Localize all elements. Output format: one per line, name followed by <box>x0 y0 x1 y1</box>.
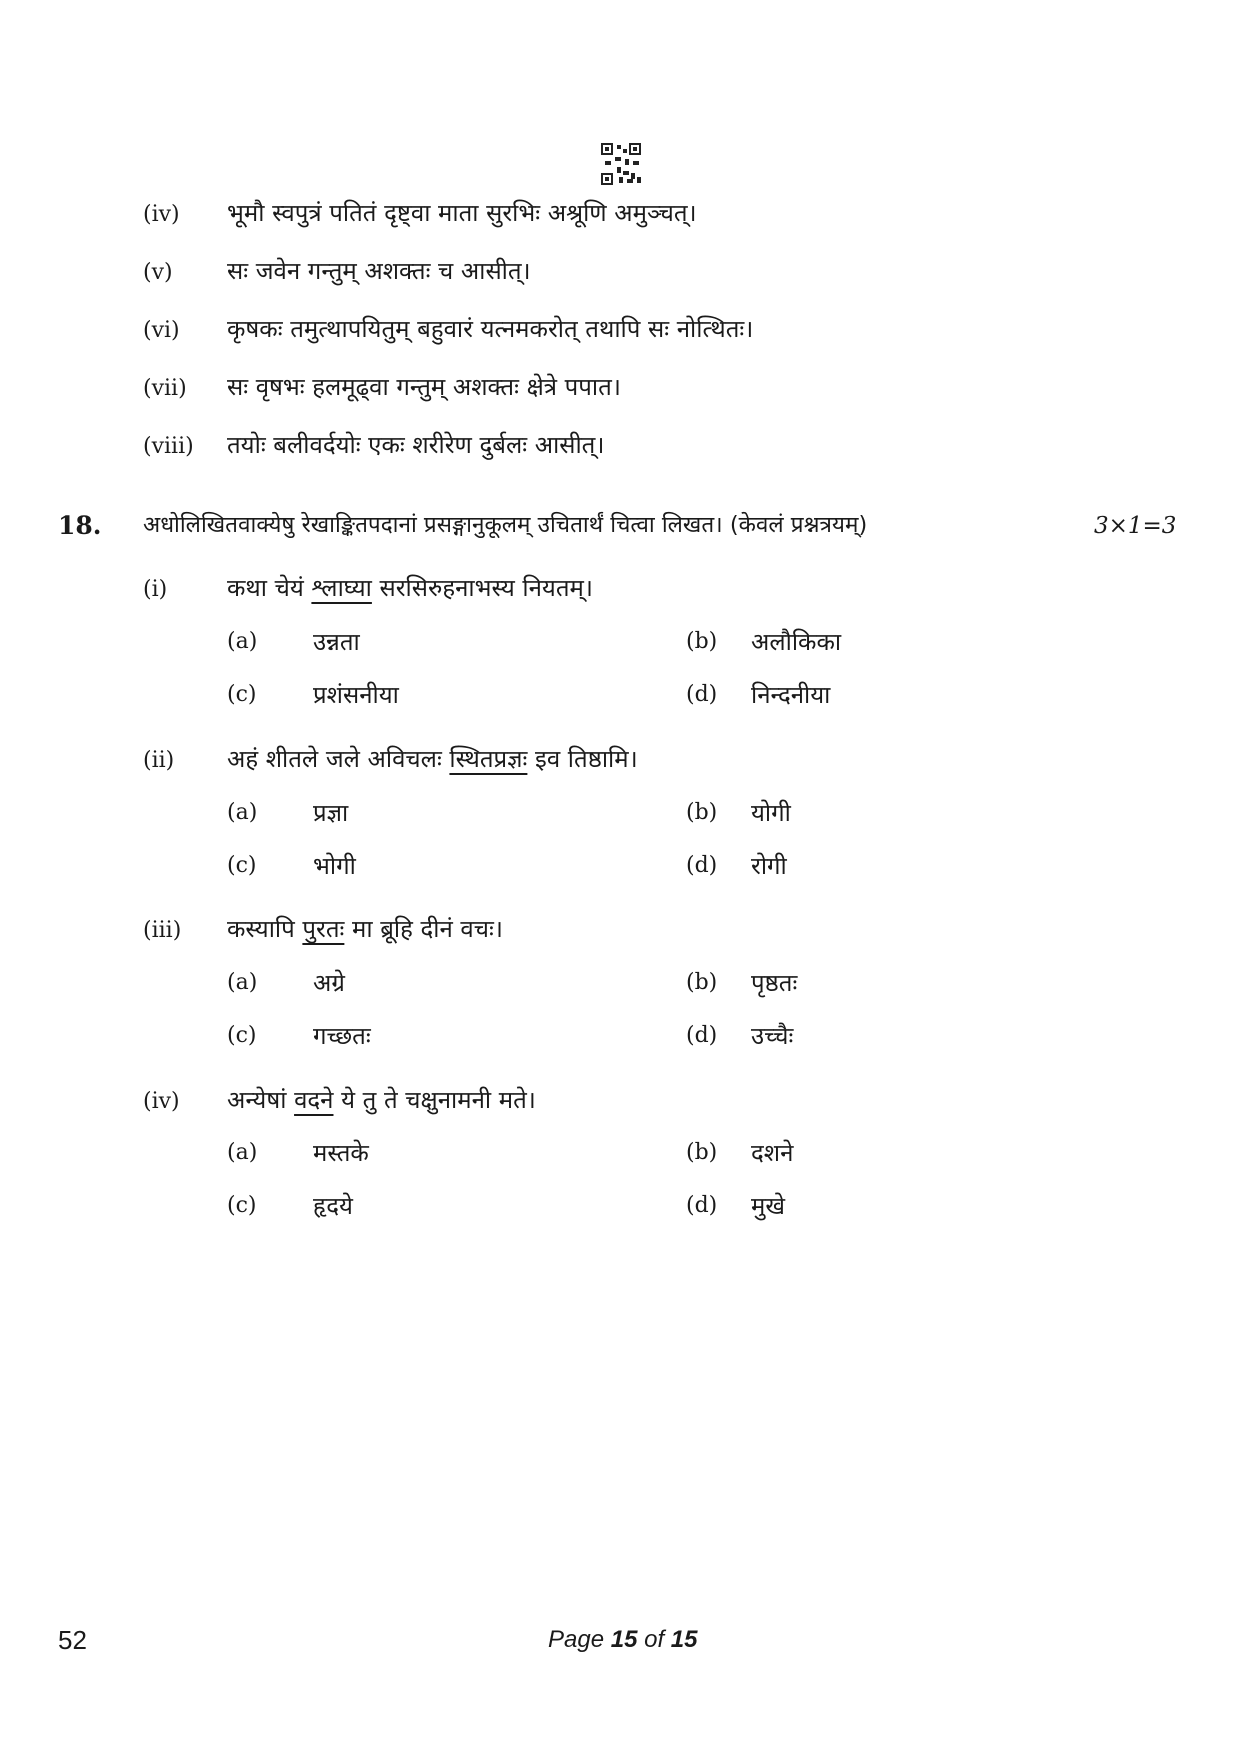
prev-item <box>143 255 173 289</box>
option-a-label: (a) <box>227 629 258 654</box>
option-d-label: (d) <box>686 1193 718 1218</box>
prev-item-text: सः वृषभः हलमूढ्वा गन्तुम् अशक्तः क्षेत्रे पपात। <box>227 373 621 401</box>
prev-item <box>143 429 194 463</box>
underlined-word: पुरतः <box>302 915 345 943</box>
item-number: (v) <box>143 260 173 285</box>
question-marks: 3×1=3 <box>1094 513 1177 539</box>
prev-item-text: तयोः बलीवर्दयोः एकः शरीरेण दुर्बलः आसीत्। <box>227 431 605 459</box>
option-b-text: अलौकिका <box>751 628 842 656</box>
question-number: 18. <box>58 511 102 540</box>
option-b-text: पृष्ठतः <box>751 969 798 997</box>
option-c-label: (c) <box>227 853 257 878</box>
option-b-label: (b) <box>686 800 718 825</box>
option-d-label: (d) <box>686 1023 718 1048</box>
underlined-word: श्लाघ्या <box>311 574 372 602</box>
option-a-label: (a) <box>227 1140 258 1165</box>
item-number: (vii) <box>143 376 187 401</box>
item-number: (vi) <box>143 318 180 343</box>
subquestion-number: (i) <box>143 577 168 602</box>
subquestion-number: (iii) <box>143 918 182 943</box>
subquestion-number: (ii) <box>143 748 175 773</box>
prev-item-text: सः जवेन गन्तुम् अशक्तः च आसीत्। <box>227 257 531 285</box>
sentence-pre: अहं शीतले जले अविचलः <box>227 745 450 773</box>
option-b-text: योगी <box>751 799 791 827</box>
option-d-label: (d) <box>686 853 718 878</box>
sentence-post: मा ब्रूहि दीनं वचः। <box>344 915 503 943</box>
item-number: (iv) <box>143 202 180 227</box>
page-prefix: Page <box>548 1626 611 1653</box>
underlined-word: स्थितप्रज्ञः <box>449 745 528 773</box>
option-c-text: गच्छतः <box>313 1022 371 1050</box>
option-b-label: (b) <box>686 1140 718 1165</box>
subquestion-sentence <box>227 572 593 604</box>
option-d-text: निन्दनीया <box>751 681 831 709</box>
option-c-label: (c) <box>227 1193 257 1218</box>
subquestion-sentence <box>227 743 638 775</box>
option-d-text: उच्चैः <box>751 1022 794 1050</box>
page-current: 15 <box>610 1626 638 1653</box>
page-total: 15 <box>670 1626 698 1653</box>
prev-item-text: कृषकः तमुत्थापयितुम् बहुवारं यत्नमकरोत् तथापि सः नोत्थितः। <box>227 315 754 343</box>
sentence-pre: कस्यापि <box>227 915 303 943</box>
qr-code <box>601 143 641 185</box>
sentence-post: ये तु ते चक्षुनामनी मते। <box>333 1086 536 1114</box>
sentence-pre: कथा चेयं <box>227 574 312 602</box>
prev-item-text: भूमौ स्वपुत्रं पतितं दृष्ट्वा माता सुरभिः अश्रूणि अमुञ्चत्। <box>227 199 697 227</box>
option-b-label: (b) <box>686 629 718 654</box>
underlined-word: वदने <box>294 1086 334 1114</box>
option-a-label: (a) <box>227 970 258 995</box>
option-a-text: उन्नता <box>313 628 360 656</box>
option-d-text: मुखे <box>751 1192 785 1220</box>
prev-item <box>143 371 187 405</box>
option-b-text: दशने <box>751 1139 794 1167</box>
option-d-text: रोगी <box>751 852 787 880</box>
option-c-text: भोगी <box>313 852 356 880</box>
option-a-text: प्रज्ञा <box>313 799 349 827</box>
option-d-label: (d) <box>686 682 718 707</box>
option-c-label: (c) <box>227 1023 257 1048</box>
option-a-text: मस्तके <box>313 1139 369 1167</box>
option-a-text: अग्रे <box>313 969 345 997</box>
option-a-label: (a) <box>227 800 258 825</box>
option-c-label: (c) <box>227 682 257 707</box>
option-b-label: (b) <box>686 970 718 995</box>
sentence-post: इव तिष्ठामि। <box>527 745 638 773</box>
prev-item <box>143 313 180 347</box>
sentence-pre: अन्येषां <box>227 1086 295 1114</box>
prev-item <box>143 197 180 231</box>
sentence-post: सरसिरुहनाभस्य नियतम्। <box>371 574 593 602</box>
item-number: (viii) <box>143 434 194 459</box>
option-c-text: हृदये <box>313 1192 353 1220</box>
subquestion-sentence <box>227 1084 536 1116</box>
page-of: of <box>637 1626 671 1653</box>
page-indicator <box>548 1626 697 1654</box>
subquestion-sentence <box>227 913 503 945</box>
paper-code: 52 <box>58 1625 87 1655</box>
option-c-text: प्रशंसनीया <box>313 681 399 709</box>
subquestion-number: (iv) <box>143 1089 180 1114</box>
question-instruction: अधोलिखितवाक्येषु रेखाङ्कितपदानां प्रसङ्गानुकूलम् उचितार्थं चित्वा लिखत। (केवलं प्रश्नत्रयम्) <box>143 512 868 538</box>
